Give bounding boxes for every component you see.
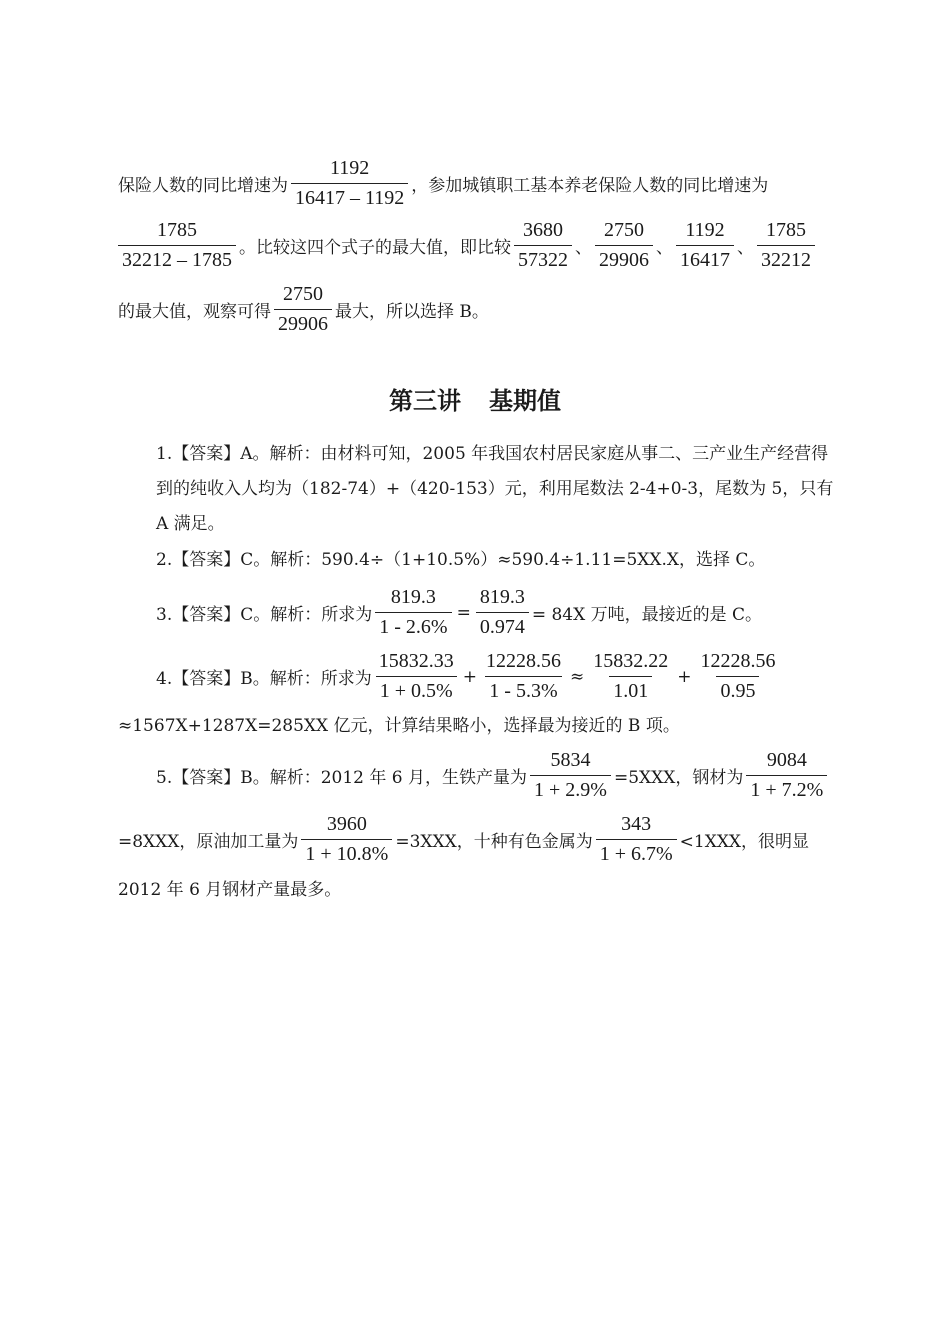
numerator: 5834 — [550, 749, 591, 771]
numerator: 12228.56 — [485, 650, 561, 672]
denominator: 1 + 0.5% — [376, 676, 457, 704]
denominator: 57322 — [514, 245, 572, 273]
numerator: 15832.22 — [593, 650, 669, 672]
fraction — [757, 218, 815, 273]
text-line — [118, 218, 834, 273]
denominator: 1.01 — [609, 676, 652, 704]
numerator: 15832.33 — [378, 650, 454, 672]
fraction — [595, 218, 653, 273]
separator: 、 — [575, 238, 592, 258]
denominator: 1 + 10.8% — [301, 839, 392, 867]
text-run: 保险人数的同比增速为 — [118, 176, 288, 196]
text-line — [118, 156, 834, 211]
numerator: 1192 — [685, 219, 725, 241]
text-line — [118, 282, 834, 337]
text-run: 的最大值，观察可得 — [118, 302, 271, 322]
denominator: 29906 — [595, 245, 653, 273]
text-line — [118, 711, 834, 736]
fraction — [530, 748, 611, 803]
text-run: ≈1567X+1287X=285XX 亿元，计算结果略小，选择最为接近的 B 项。 — [118, 716, 680, 736]
fraction — [274, 282, 332, 337]
text-line — [118, 875, 834, 900]
denominator: 1 + 7.2% — [746, 775, 827, 803]
operator: + — [462, 666, 477, 687]
paragraph-text: 2.【答案】C。解析：590.4÷（1+10.5%）≈590.4÷1.11=5XX.X，选择 C。 — [156, 550, 766, 570]
text-run: =5XXX，钢材为 — [613, 768, 744, 788]
fraction — [118, 218, 236, 273]
numerator: 1192 — [330, 157, 370, 179]
separator: 、 — [737, 238, 754, 258]
denominator: 1 - 2.6% — [375, 612, 451, 640]
fraction — [375, 585, 451, 640]
fraction — [696, 649, 779, 704]
paragraph-text: 1.【答案】A。解析：由材料可知，2005 年我国农村居民家庭从事二、三产业生产经营得到的纯收入人均为（182-74）+（420-153）元，利用尾数法 2-4+0-3，尾数为 5，只有 A 满足。 — [156, 444, 834, 534]
answer-paragraph-1 — [118, 437, 834, 542]
numerator: 3680 — [523, 219, 563, 241]
fraction — [476, 585, 529, 640]
answer-paragraph-3 — [156, 585, 834, 640]
numerator: 3960 — [326, 813, 367, 835]
operator: ≈ — [569, 666, 585, 687]
denominator: 0.974 — [476, 612, 529, 640]
text-run: 2012 年 6 月钢材产量最多。 — [118, 880, 342, 900]
answer-paragraph-5 — [156, 748, 834, 803]
numerator: 1785 — [766, 219, 806, 241]
denominator: 29906 — [274, 309, 332, 337]
text-run: = 84X 万吨，最接近的是 C。 — [531, 605, 763, 625]
text-run: =3XXX，十种有色金属为 — [395, 832, 593, 852]
separator: 、 — [656, 238, 673, 258]
fraction — [596, 812, 677, 867]
denominator: 16417 – 1192 — [291, 183, 408, 211]
text-run: 。比较这四个式子的最大值，即比较 — [239, 238, 511, 258]
numerator: 819.3 — [390, 586, 436, 608]
operator: = — [456, 602, 471, 623]
text-run: =8XXX，原油加工量为 — [118, 832, 299, 852]
fraction — [482, 649, 565, 704]
text-run: 3.【答案】C。解析：所求为 — [156, 605, 373, 625]
denominator: 0.95 — [716, 676, 759, 704]
text-line — [118, 812, 834, 867]
denominator: 1 + 6.7% — [596, 839, 677, 867]
answer-paragraph-2 — [118, 543, 834, 578]
denominator: 16417 — [676, 245, 734, 273]
fraction — [301, 812, 392, 867]
fraction — [589, 649, 672, 704]
fraction — [291, 156, 408, 211]
numerator: 9084 — [766, 749, 807, 771]
section-heading — [0, 381, 950, 416]
numerator: 2750 — [604, 219, 644, 241]
numerator: 2750 — [283, 283, 323, 305]
numerator: 12228.56 — [700, 650, 776, 672]
numerator: 1785 — [157, 219, 197, 241]
fraction — [375, 649, 458, 704]
text-run: 5.【答案】B。解析：2012 年 6 月，生铁产量为 — [156, 768, 528, 788]
fraction — [676, 218, 734, 273]
denominator: 1 - 5.3% — [485, 676, 561, 704]
fraction — [514, 218, 572, 273]
heading-part: 第三讲 — [389, 387, 461, 415]
operator: + — [677, 666, 692, 687]
heading-part: 基期值 — [489, 387, 561, 415]
denominator: 32212 – 1785 — [118, 245, 236, 273]
denominator: 32212 — [757, 245, 815, 273]
text-run: 最大，所以选择 B。 — [335, 302, 489, 322]
text-run: <1XXX，很明显 — [679, 832, 810, 852]
fraction — [746, 748, 827, 803]
text-run: 4.【答案】B。解析：所求为 — [156, 669, 372, 689]
denominator: 1 + 2.9% — [530, 775, 611, 803]
answer-paragraph-4 — [156, 649, 834, 704]
numerator: 819.3 — [479, 586, 525, 608]
text-run: ，参加城镇职工基本养老保险人数的同比增速为 — [411, 176, 769, 196]
numerator: 343 — [621, 813, 652, 835]
